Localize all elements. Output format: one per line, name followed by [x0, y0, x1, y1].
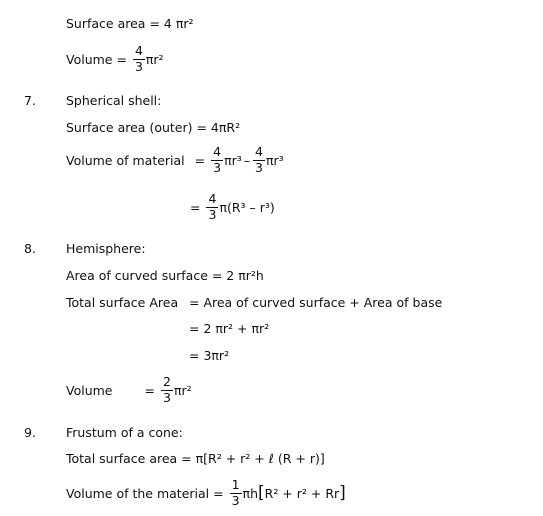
formula-prefix: πh [242, 485, 258, 501]
fraction [133, 45, 145, 73]
numerator: 2 [162, 374, 171, 389]
numerator: 4 [208, 191, 217, 206]
total-surface-result: = 3πr² [189, 348, 230, 363]
denominator: 3 [162, 389, 171, 405]
right-bracket: ] [339, 482, 346, 503]
left-bracket: [ [258, 482, 265, 503]
volume-label: Volume [66, 382, 113, 398]
denominator: 3 [134, 58, 143, 74]
fraction [253, 146, 265, 174]
denominator: 3 [213, 159, 222, 175]
formula-rest: πr³ [224, 152, 242, 168]
bracket-content: R² + r² + Rr [264, 485, 340, 501]
section-title: Frustum of a cone: [66, 425, 183, 440]
total-surface-step: = 2 πr² + πr² [189, 321, 270, 336]
equals: = [190, 199, 201, 215]
numerator: 4 [255, 144, 263, 159]
volume-label: Volume of material [66, 152, 185, 168]
formula-rest: πr³ [266, 152, 284, 168]
numerator: 1 [231, 477, 240, 492]
denominator: 3 [255, 159, 263, 175]
frustum-volume [66, 479, 346, 507]
fraction [206, 193, 218, 221]
equals: = [144, 382, 155, 398]
sphere-surface-area: Surface area = 4 πr² [66, 16, 194, 31]
item-number-9: 9. [24, 425, 36, 440]
shell-surface-area: Surface area (outer) = 4πR² [66, 120, 241, 135]
numerator: 4 [213, 144, 222, 159]
volume-label: Volume = [66, 51, 127, 67]
volume-label: Volume of the material = [66, 485, 224, 501]
fraction [161, 376, 173, 404]
section-title: Spherical shell: [66, 93, 162, 108]
numerator: 4 [134, 43, 143, 58]
fraction [211, 146, 223, 174]
denominator: 3 [208, 206, 217, 222]
section-title: Hemisphere: [66, 241, 146, 256]
denominator: 3 [231, 492, 240, 508]
item-number-8: 8. [24, 241, 36, 256]
equals: = [194, 152, 206, 168]
total-surface-label: Total surface Area [66, 295, 179, 310]
formula-rest: πr² [173, 382, 192, 398]
curved-surface-area: Area of curved surface = 2 πr²h [66, 268, 264, 283]
sphere-volume [66, 45, 164, 73]
shell-volume-simplified [190, 193, 275, 221]
formula-rest: πr² [145, 51, 164, 67]
fraction [230, 479, 242, 507]
shell-volume [66, 146, 284, 174]
frustum-total-surface-area: Total surface area = π[R² + r² + ℓ (R + r)] [66, 451, 325, 466]
hemisphere-volume [66, 376, 192, 404]
minus: – [243, 152, 251, 168]
item-number-7: 7. [24, 93, 36, 108]
formula-rest: π(R³ – r³) [219, 199, 275, 215]
total-surface-rhs: = Area of curved surface + Area of base [189, 295, 443, 310]
